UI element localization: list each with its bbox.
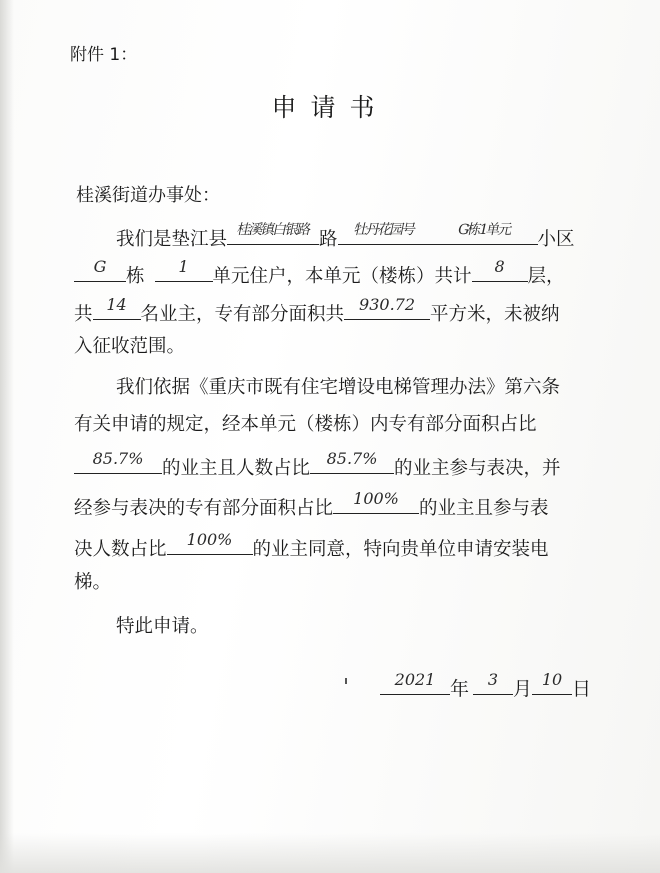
handwritten-area-ratio: 85.7% [92, 449, 144, 468]
p2-line-1: 我们依据《重庆市既有住宅增设电梯管理办法》第六条 [116, 377, 561, 398]
handwritten-vote-area-ratio: 100% [353, 489, 399, 508]
p1-line-4: 入征收范围。 [74, 336, 186, 357]
vote-area-ratio-blank [333, 491, 419, 514]
handwritten-complex: G栋1单元 [455, 222, 512, 238]
handwritten-floors: 8 [494, 257, 505, 276]
scan-speck [345, 678, 347, 684]
handwritten-vote-people-ratio: 100% [186, 530, 233, 549]
text: 年 [450, 678, 470, 700]
p2-line-3 [74, 451, 561, 482]
text: 名业主，专有部分面积共 [140, 304, 345, 325]
owners-blank [93, 297, 141, 320]
handwritten-unit: 1 [178, 257, 189, 276]
text: 路 [319, 229, 338, 250]
unit-blank [155, 259, 213, 282]
text: 日 [572, 678, 592, 700]
addressee: 桂溪街道办事处： [76, 185, 220, 206]
complex-blank [430, 222, 538, 245]
year-blank [380, 672, 450, 695]
p2-line-5 [74, 532, 549, 563]
date-line [380, 672, 591, 702]
day-blank [532, 672, 572, 695]
text: 的业主参与表决，并 [394, 458, 561, 479]
text: 决人数占比 [74, 539, 167, 560]
handwritten-building: G [93, 257, 107, 276]
p1-line-1 [116, 222, 575, 253]
closing-text: 特此申请。 [116, 616, 209, 637]
p1-line-2 [74, 259, 565, 290]
handwritten-road: 桂溪镇白银路 [235, 222, 311, 238]
handwritten-owners: 14 [106, 295, 127, 314]
attachment-label: 附件 1： [70, 45, 138, 65]
area-blank [344, 297, 430, 320]
title-text: 申请书 [271, 93, 389, 122]
text: 的业主且参与表 [419, 498, 549, 519]
floors-blank [472, 259, 528, 282]
text: 月 [513, 678, 533, 700]
handwritten-number: 牡丹花园号 [351, 222, 416, 238]
document-title [0, 88, 660, 124]
number-blank [338, 222, 430, 245]
handwritten-month: 3 [487, 670, 499, 689]
p1-line-3 [74, 297, 560, 328]
area-ratio-blank [74, 451, 162, 474]
road-blank [227, 222, 319, 245]
p2-line-2: 有关申请的规定，经本单元（楼栋）内专有部分面积占比 [74, 414, 537, 435]
text: 层， [527, 266, 565, 287]
handwritten-area: 930.72 [359, 295, 416, 314]
p2-line-6: 梯。 [74, 572, 112, 593]
text: 的业主且人数占比 [162, 458, 311, 479]
month-blank [473, 672, 513, 695]
p2-line-4 [74, 491, 549, 522]
text: 共 [74, 304, 93, 325]
scan-shadow-left [0, 0, 14, 873]
people-ratio-blank [310, 451, 394, 474]
text: 小区 [537, 229, 575, 250]
text: 单元住户，本单元（楼栋）共计 [212, 266, 472, 287]
text: 我们是垫江县 [116, 229, 228, 250]
text: 经参与表决的专有部分面积占比 [74, 498, 334, 519]
handwritten-day: 10 [541, 670, 563, 689]
vote-people-ratio-blank [167, 532, 253, 555]
handwritten-year: 2021 [394, 670, 436, 689]
text: 的业主同意，特向贵单位申请安装电 [252, 539, 549, 560]
scan-shadow-bottom [0, 833, 660, 873]
text: 栋 [126, 266, 145, 287]
text: 平方米，未被纳 [430, 304, 560, 325]
building-blank [74, 259, 126, 282]
handwritten-people-ratio: 85.7% [326, 449, 378, 468]
